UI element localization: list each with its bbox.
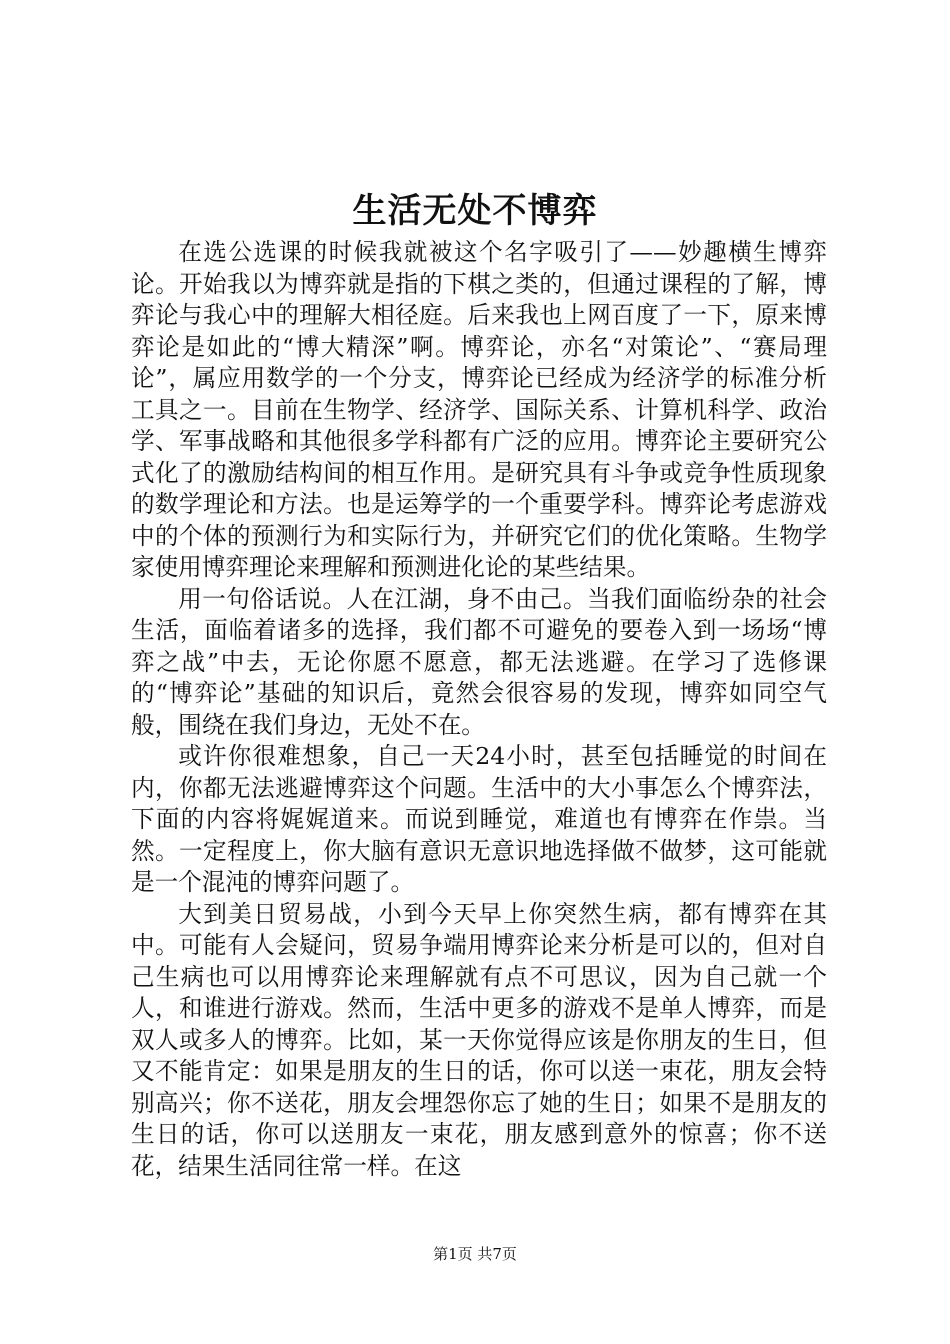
page-number-footer: 第1页 共7页 [433,1245,517,1263]
paragraph: 在选公选课的时候我就被这个名字吸引了——妙趣横生博弈论。开始我以为博弈就是指的下棋之类的，但通过课程的了解，博弈论与我心中的理解大相径庭。后来我也上网百度了一下，原来博弈论是如此的“博大精深”啊。博弈论，亦名“对策论”、“赛局理论”，属应用数学的一个分支，博弈论已经成为经济学的标准分析工具之一。目前在生物学、经济学、国际关系、计算机科学、政治学、军事战略和其他很多学科都有广泛的应用。博弈论主要研究公式化了的激励结构间的相互作用。是研究具有斗争或竞争性质现象的数学理论和方法。也是运筹学的一个重要学科。博弈论考虑游戏中的个体的预测行为和实际行为，并研究它们的优化策略。生物学家使用博弈理论来理解和预测进化论的某些结果。 [131,238,827,581]
paragraph: 或许你很难想象，自己一天24小时，甚至包括睡觉的时间在内，你都无法逃避博弈这个问题。生活中的大小事怎么个博弈法，下面的内容将娓娓道来。而说到睡觉，难道也有博弈在作祟。当然。一定程度上，你大脑有意识无意识地选择做不做梦，这可能就是一个混沌的博弈问题了。 [131,742,827,896]
paragraph: 用一句俗话说。人在江湖，身不由己。当我们面临纷杂的社会生活，面临着诸多的选择，我们都不可避免的要卷入到一场场“博弈之战”中去，无论你愿不愿意，都无法逃避。在学习了选修课的“博弈论”基础的知识后，竟然会很容易的发现，博弈如同空气般，围绕在我们身边，无处不在。 [131,584,827,739]
document-title: 生活无处不博弈 [352,191,598,231]
paragraph: 大到美日贸易战，小到今天早上你突然生病，都有博弈在其中。可能有人会疑问，贸易争端用博弈论来分析是可以的，但对自己生病也可以用博弈论来理解就有点不可思议，因为自己就一个人，和谁进行游戏。然而，生活中更多的游戏不是单人博弈，而是双人或多人的博弈。比如，某一天你觉得应该是你朋友的生日，但又不能肯定：如果是朋友的生日的话，你可以送一束花，朋友会特别高兴；你不送花，朋友会埋怨你忘了她的生日；如果不是朋友的生日的话，你可以送朋友一束花，朋友感到意外的惊喜；你不送花，结果生活同往常一样。在这 [131,899,827,1180]
document-body [131,237,827,1182]
